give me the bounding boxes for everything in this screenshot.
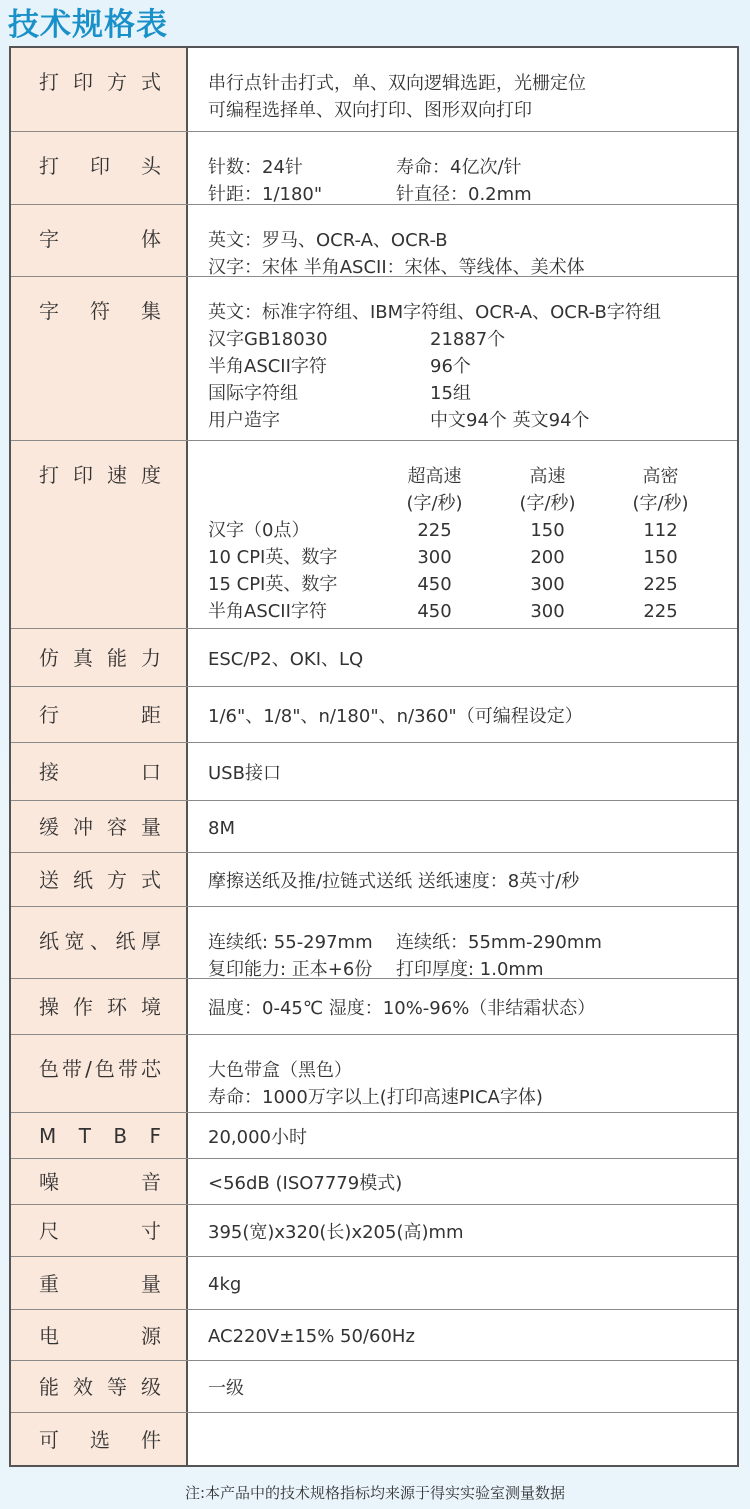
label-char: 符 [90,299,110,323]
label-char: 色 [94,1057,115,1081]
speed-header-line: 超高速 [407,466,462,487]
label-char: 冲 [73,815,93,839]
value-pairs [208,929,737,983]
spec-row [11,1412,737,1465]
speed-value: 150 [530,520,565,541]
value-cell: 用户造字 [208,410,280,431]
spec-label [11,441,188,628]
spec-value [188,1361,737,1412]
value-cell: 国际字符组 [208,383,298,404]
spec-value [188,1113,737,1158]
speed-corner [208,463,378,517]
label-char: 容 [107,815,127,839]
label-char: 音 [141,1170,161,1194]
spec-value [188,1035,737,1112]
spec-row [11,906,737,978]
spec-row [11,204,737,276]
label-char: 力 [141,646,161,670]
value-line: 串行点针击打式，单、双向逻辑选距，光栅定位 [208,73,586,94]
speed-value: 150 [643,547,678,568]
spec-row [11,48,737,131]
value-line: 汉字：宋体 半角ASCII：宋体、等线体、美术体 [208,257,585,278]
spec-row [11,852,737,906]
spec-value [188,277,737,440]
value-line: 可编程选择单、双向打印、图形双向打印 [208,100,532,121]
value-cell: 连续纸: 55-297mm [208,932,373,953]
value-line: USB接口 [208,763,281,784]
value-line: 摩擦送纸及推/拉链式送纸 送纸速度：8英寸/秒 [208,871,580,892]
label-char: 噪 [39,1170,59,1194]
speed-value: 300 [417,547,452,568]
label-char: 字 [39,299,59,323]
spec-label [11,48,188,131]
page-title: 技术规格表 [8,7,168,43]
spec-label [11,979,188,1034]
label-char: 方 [107,868,127,892]
label-char: 、 [90,929,110,953]
label-char: 仿 [39,646,59,670]
speed-row-label: 汉字（0点） [208,520,310,541]
spec-row [11,1204,737,1256]
spec-label-text [39,463,161,487]
label-char: 厚 [141,929,161,953]
spec-value [188,1205,737,1256]
label-char: T [78,1124,91,1148]
spec-value [188,687,737,742]
label-char: 真 [73,646,93,670]
spec-label-text [39,299,161,323]
label-char: 式 [141,70,161,94]
spec-label [11,132,188,204]
value-line: ESC/P2、OKI、LQ [208,649,364,670]
speed-header-line: 高密 [642,466,679,487]
label-char: 可 [39,1428,59,1452]
label-char: 宽 [64,929,85,953]
value-cell: 针距：1/180" [208,184,323,205]
spec-row [11,800,737,852]
value-line: AC220V±15% 50/60Hz [208,1326,415,1347]
label-char: 尺 [39,1219,59,1243]
value-cell: 96个 [430,356,471,377]
spec-row [11,131,737,204]
label-char: 集 [141,299,161,323]
speed-value: 450 [417,601,452,622]
spec-label [11,277,188,440]
speed-table [208,463,737,625]
label-char: 带 [62,1057,83,1081]
spec-row [11,440,737,628]
spec-label-text [39,1170,161,1194]
speed-value: 225 [643,574,678,595]
value-cell: 针直径：0.2mm [396,184,532,205]
value-line: 20,000小时 [208,1127,307,1148]
label-char: 能 [107,646,127,670]
label-char: 接 [39,760,59,784]
speed-row-label: 15 CPI英、数字 [208,574,338,595]
spec-label [11,1310,188,1360]
label-char: 重 [39,1272,59,1296]
spec-label-text [39,703,161,727]
speed-header [604,463,717,517]
label-char: 环 [107,995,127,1019]
spec-table [9,46,739,1467]
value-pairs [208,154,737,208]
label-char: 度 [141,463,161,487]
label-char: 能 [39,1375,59,1399]
label-char: 距 [141,703,161,727]
spec-label-text [39,1324,161,1348]
speed-header-line: (字/秒) [519,493,576,514]
value-line: <56dB (ISO7779模式) [208,1173,403,1194]
speed-header-line: (字/秒) [406,493,463,514]
label-char: 打 [39,463,59,487]
speed-header [378,463,491,517]
spec-row [11,742,737,800]
label-char: 芯 [140,1057,161,1081]
spec-value [188,743,737,800]
spec-label-text [39,1375,161,1399]
spec-value [188,441,737,628]
spec-value [188,205,737,276]
spec-label-text [39,227,161,251]
label-char: 带 [117,1057,138,1081]
value-cell: 15组 [430,383,471,404]
label-char: 速 [107,463,127,487]
spec-value [188,1310,737,1360]
spec-row [11,1360,737,1412]
label-char: 件 [141,1428,161,1452]
spec-label-text [39,1057,161,1081]
value-line: 温度：0-45℃ 湿度：10%-96%（非结霜状态） [208,998,596,1019]
label-char: 口 [141,760,161,784]
spec-label-text [39,1124,161,1148]
label-char: 打 [39,70,59,94]
label-char: 纸 [39,929,59,953]
speed-value: 200 [530,547,565,568]
spec-value [188,1257,737,1309]
spec-row [11,276,737,440]
spec-label-text [39,154,161,178]
label-char: 纸 [73,868,93,892]
value-cell: 半角ASCII字符 [208,356,327,377]
speed-value: 300 [530,574,565,595]
spec-value [188,853,737,906]
spec-label [11,687,188,742]
label-char: 纸 [115,929,136,953]
spec-row [11,628,737,686]
label-char: 效 [73,1375,93,1399]
value-cell: 针数：24针 [208,157,303,178]
spec-row [11,978,737,1034]
value-cell: 21887个 [430,329,506,350]
spec-label-text [39,815,161,839]
speed-header-line: 高速 [529,466,566,487]
spec-label-text [39,1428,161,1452]
value-pairs [208,326,737,434]
speed-header [491,463,604,517]
speed-value: 450 [417,574,452,595]
label-char: / [85,1057,92,1081]
spec-label [11,1413,188,1465]
value-line: 395(宽)x320(长)x205(高)mm [208,1222,464,1243]
spec-label [11,853,188,906]
spec-label [11,907,188,978]
label-char: B [113,1124,128,1148]
value-line: 寿命：1000万字以上(打印高速PICA字体) [208,1087,543,1108]
speed-header-line: (字/秒) [632,493,689,514]
label-char: M [39,1124,57,1148]
spec-value [188,629,737,686]
label-char: 色 [39,1057,59,1081]
value-line: 4kg [208,1274,242,1295]
spec-value [188,907,737,978]
spec-label [11,1361,188,1412]
spec-label-text [39,1219,161,1243]
label-char: 源 [141,1324,161,1348]
spec-label-text [39,1272,161,1296]
footnote: 注:本产品中的技术规格指标均来源于得实实验室测量数据 [184,1484,566,1502]
label-char: 等 [107,1375,127,1399]
speed-row-label: 10 CPI英、数字 [208,547,338,568]
spec-label [11,1159,188,1204]
label-char: 级 [141,1375,161,1399]
spec-row [11,1158,737,1204]
label-char: 电 [39,1324,59,1348]
spec-row [11,1112,737,1158]
label-char: 印 [73,463,93,487]
spec-value [188,132,737,204]
label-char: F [149,1124,161,1148]
value-cell: 寿命：4亿次/针 [396,157,522,178]
label-char: 作 [73,995,93,1019]
label-char: 印 [73,70,93,94]
label-char: 量 [141,815,161,839]
label-char: 寸 [141,1219,161,1243]
label-char: 印 [90,154,110,178]
value-cell: 汉字GB18030 [208,329,328,350]
value-line: 8M [208,818,235,839]
value-line: 英文：标准字符组、IBM字符组、OCR-A、OCR-B字符组 [208,302,661,323]
spec-label-text [39,868,161,892]
value-cell: 连续纸：55mm-290mm [396,932,602,953]
spec-label-text [39,995,161,1019]
value-line: 大色带盒（黑色） [208,1060,352,1081]
label-char: 方 [107,70,127,94]
label-char: 送 [39,868,59,892]
spec-label [11,205,188,276]
spec-label [11,801,188,852]
spec-row [11,686,737,742]
spec-label [11,1257,188,1309]
label-char: 打 [39,154,59,178]
spec-label [11,1113,188,1158]
spec-label-text [39,70,161,94]
spec-value [188,801,737,852]
spec-label-text [39,760,161,784]
speed-value: 225 [417,520,452,541]
spec-label [11,1035,188,1112]
spec-label [11,1205,188,1256]
spec-label-text [39,929,161,953]
label-char: 操 [39,995,59,1019]
spec-value [188,1159,737,1204]
speed-value: 112 [643,520,678,541]
value-cell: 中文94个 英文94个 [430,410,590,431]
label-char: 式 [141,868,161,892]
spec-label [11,629,188,686]
label-char: 选 [90,1428,110,1452]
speed-value: 225 [643,601,678,622]
label-char: 行 [39,703,59,727]
value-cell: 打印厚度: 1.0mm [396,959,544,980]
label-char: 境 [141,995,161,1019]
spec-value [188,1413,737,1465]
speed-row-label: 半角ASCII字符 [208,601,327,622]
label-char: 字 [39,227,59,251]
value-line: 一级 [208,1378,244,1399]
label-char: 头 [141,154,161,178]
spec-row [11,1256,737,1309]
label-char: 量 [141,1272,161,1296]
value-cell: 复印能力: 正本+6份 [208,959,373,980]
value-line: 英文：罗马、OCR-A、OCR-B [208,230,448,251]
label-char: 体 [141,227,161,251]
spec-row [11,1034,737,1112]
spec-value [188,48,737,131]
spec-row [11,1309,737,1360]
label-char: 缓 [39,815,59,839]
spec-value [188,979,737,1034]
spec-label-text [39,646,161,670]
spec-label [11,743,188,800]
speed-value: 300 [530,601,565,622]
value-line: 1/6"、1/8"、n/180"、n/360"（可编程设定） [208,706,583,727]
